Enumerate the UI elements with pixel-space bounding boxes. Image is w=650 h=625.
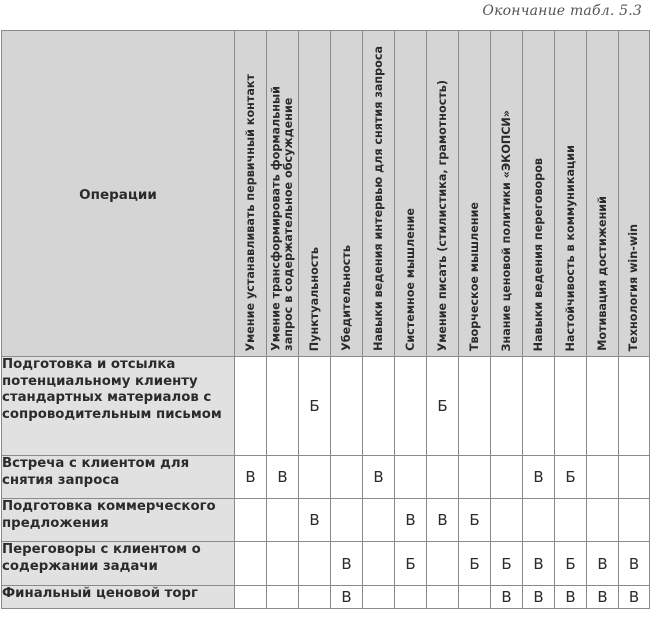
column-header-label: Умение писать (стилистика, грамотность) — [435, 79, 449, 351]
table-cell — [331, 456, 363, 499]
table-cell: В — [331, 586, 363, 609]
table-cell — [299, 586, 331, 609]
table-cell — [587, 357, 619, 456]
table-cell: В — [555, 586, 587, 609]
table-cell — [459, 357, 491, 456]
table-cell — [523, 499, 555, 542]
table-cell — [235, 542, 267, 586]
table-cell: В — [267, 456, 299, 499]
column-header — [235, 31, 267, 357]
table-cell — [331, 499, 363, 542]
table-cell — [587, 456, 619, 499]
table-cell: Б — [555, 456, 587, 499]
table-cell: В — [523, 456, 555, 499]
column-header-label: Убедительность — [339, 245, 353, 351]
table-cell: В — [331, 542, 363, 586]
column-header-label: Настойчивость в коммуникации — [563, 144, 577, 351]
table-cell: В — [395, 499, 427, 542]
table-cell: Б — [459, 542, 491, 586]
table-cell — [395, 456, 427, 499]
table-cell — [491, 456, 523, 499]
column-header — [491, 31, 523, 357]
table-row — [2, 586, 650, 609]
table-caption: Окончание табл. 5.3 — [482, 3, 642, 19]
operation-name: Подготовка и отсылка потенциальному клиенту стандартных материалов с сопроводительным письмом — [2, 357, 235, 456]
table-cell — [427, 456, 459, 499]
column-header-label: Технология win-win — [626, 223, 640, 351]
column-header — [299, 31, 331, 357]
table-cell: Б — [395, 542, 427, 586]
table-cell — [523, 357, 555, 456]
table-cell: Б — [299, 357, 331, 456]
table-cell — [427, 586, 459, 609]
table-cell: Б — [427, 357, 459, 456]
table-cell — [235, 357, 267, 456]
column-header-label: Навыки ведения интервью для снятия запроса — [371, 46, 385, 351]
table-cell — [267, 542, 299, 586]
header-row — [2, 31, 650, 357]
operation-name: Подготовка коммерческого предложения — [2, 499, 235, 542]
table-cell: В — [523, 542, 555, 586]
column-header-label: Системное мышление — [403, 208, 417, 351]
table-cell — [555, 357, 587, 456]
table-cell — [267, 586, 299, 609]
table-cell: В — [299, 499, 331, 542]
table-cell — [619, 357, 650, 456]
operations-column-header: Операции — [2, 31, 235, 357]
table-cell — [363, 586, 395, 609]
table-cell: В — [523, 586, 555, 609]
column-header — [267, 31, 299, 357]
table-cell: В — [587, 586, 619, 609]
table-row — [2, 499, 650, 542]
table-cell: В — [235, 456, 267, 499]
column-header — [363, 31, 395, 357]
table-row — [2, 456, 650, 499]
table-cell — [299, 542, 331, 586]
column-header — [459, 31, 491, 357]
table-cell — [619, 456, 650, 499]
column-header-label: Мотивация достижений — [595, 196, 609, 351]
table-cell: Б — [459, 499, 491, 542]
table-cell — [619, 499, 650, 542]
table-cell — [267, 357, 299, 456]
table-cell — [459, 586, 491, 609]
column-header — [395, 31, 427, 357]
column-header-label: Умение трансформировать формальный запрос в содержательное обсуждение — [269, 86, 295, 351]
operation-name: Финальный ценовой торг — [2, 586, 235, 609]
table-cell — [491, 357, 523, 456]
column-header — [555, 31, 587, 357]
table-cell — [299, 456, 331, 499]
table-cell — [491, 499, 523, 542]
table-cell — [235, 499, 267, 542]
table-cell: В — [427, 499, 459, 542]
column-header — [587, 31, 619, 357]
operation-name: Встреча с клиентом для снятия запроса — [2, 456, 235, 499]
table-cell — [587, 499, 619, 542]
table-cell — [363, 357, 395, 456]
table-cell: Б — [491, 542, 523, 586]
column-header-label: Знание ценовой политики «ЭКОПСИ» — [499, 109, 513, 351]
column-header — [331, 31, 363, 357]
table-cell — [427, 542, 459, 586]
table-cell: В — [587, 542, 619, 586]
table-cell: В — [619, 542, 650, 586]
table-row — [2, 542, 650, 586]
column-header-label: Навыки ведения переговоров — [531, 157, 545, 351]
table-cell: В — [363, 456, 395, 499]
table-cell — [363, 542, 395, 586]
table-cell: Б — [555, 542, 587, 586]
column-header — [619, 31, 650, 357]
table-cell — [363, 499, 395, 542]
table-cell — [395, 586, 427, 609]
column-header — [523, 31, 555, 357]
operation-name: Переговоры с клиентом о содержании задачи — [2, 542, 235, 586]
table-row — [2, 357, 650, 456]
column-header-label: Умение устанавливать первичный контакт — [243, 73, 257, 351]
table-cell: В — [491, 586, 523, 609]
table-cell — [459, 456, 491, 499]
table-cell: В — [619, 586, 650, 609]
column-header-label: Пунктуальность — [307, 246, 321, 351]
table-cell — [235, 586, 267, 609]
column-header — [427, 31, 459, 357]
table-cell — [395, 357, 427, 456]
table-cell — [331, 357, 363, 456]
column-header-label: Творческое мышление — [467, 201, 481, 351]
table-cell — [267, 499, 299, 542]
table-cell — [555, 499, 587, 542]
competency-table — [1, 30, 650, 609]
